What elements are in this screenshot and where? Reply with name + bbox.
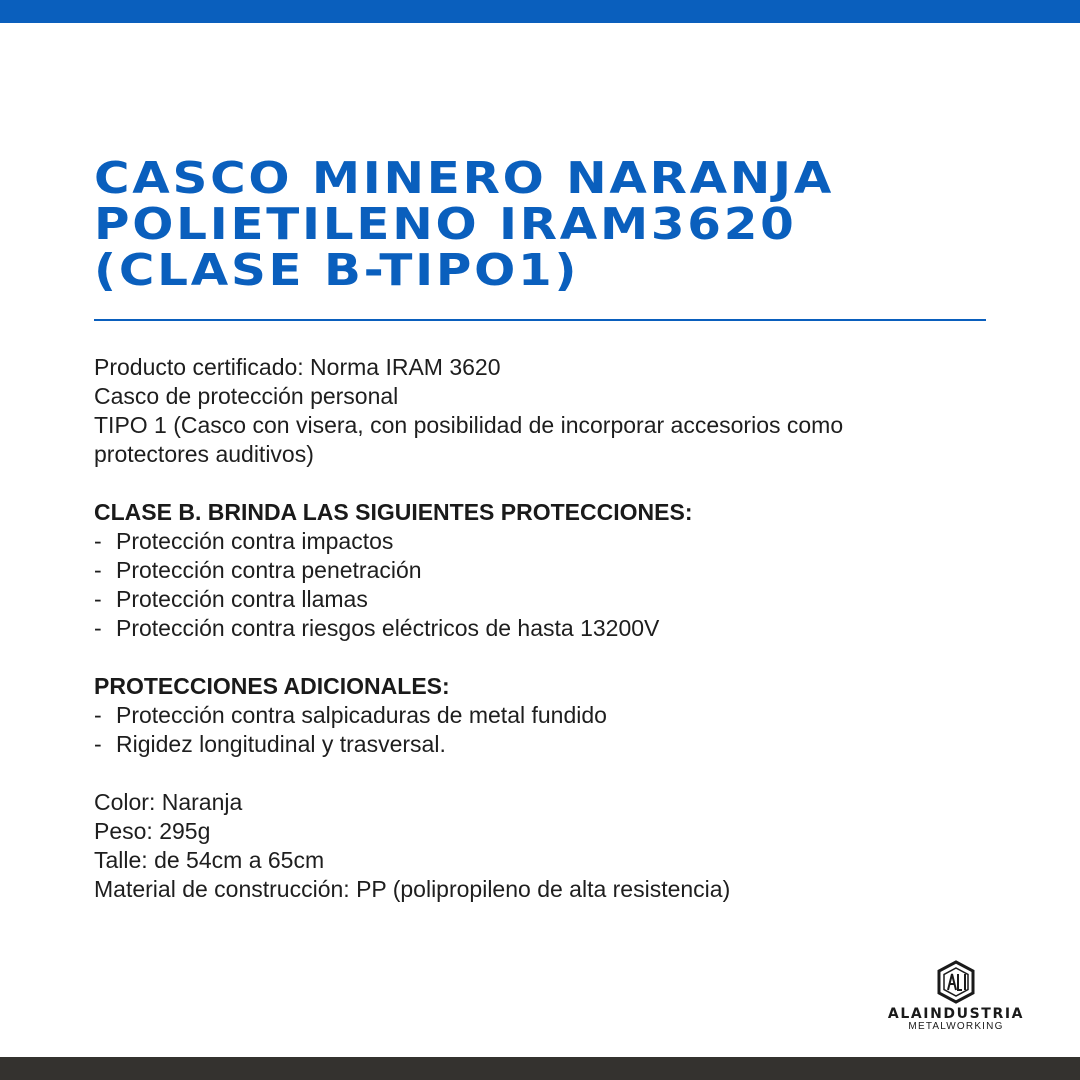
bullet-dash: - bbox=[94, 731, 102, 757]
specs-section bbox=[94, 788, 994, 904]
title-divider bbox=[94, 319, 986, 321]
logo-subtitle: METALWORKING bbox=[908, 1021, 1004, 1032]
product-description bbox=[94, 353, 994, 904]
bottom-footer-bar bbox=[0, 1057, 1080, 1080]
list-item-text: Protección contra impactos bbox=[116, 528, 394, 554]
list-item-text: Protección contra salpicaduras de metal fundido bbox=[116, 702, 607, 728]
title-line: CASCO MINERO NARANJA bbox=[94, 153, 835, 204]
list-item bbox=[94, 527, 994, 556]
class-b-section bbox=[94, 498, 994, 643]
spacer bbox=[94, 469, 994, 498]
additional-heading: PROTECCIONES ADICIONALES: bbox=[94, 673, 450, 699]
list-item bbox=[94, 556, 994, 585]
intro-section bbox=[94, 353, 994, 469]
spec-line: Material de construcción: PP (polipropileno de alta resistencia) bbox=[94, 876, 731, 902]
list-item-text: Protección contra riesgos eléctricos de hasta 13200V bbox=[116, 615, 660, 641]
title-line: POLIETILENO IRAM3620 bbox=[94, 199, 797, 250]
spec-line: Color: Naranja bbox=[94, 789, 243, 815]
list-item bbox=[94, 614, 994, 643]
bullet-dash: - bbox=[94, 557, 102, 583]
list-item-text: Rigidez longitudinal y trasversal. bbox=[116, 731, 446, 757]
bullet-dash: - bbox=[94, 615, 102, 641]
bullet-dash: - bbox=[94, 528, 102, 554]
bullet-dash: - bbox=[94, 702, 102, 728]
additional-section bbox=[94, 672, 994, 759]
list-item bbox=[94, 701, 994, 730]
logo-name: ALAINDUSTRIA bbox=[887, 1006, 1025, 1022]
top-accent-bar bbox=[0, 0, 1080, 23]
intro-line: protectores auditivos) bbox=[94, 441, 314, 467]
class-b-heading: CLASE B. BRINDA LAS SIGUIENTES PROTECCIONES: bbox=[94, 499, 693, 525]
intro-line: TIPO 1 (Casco con visera, con posibilidad de incorporar accesorios como bbox=[94, 412, 844, 438]
list-item-text: Protección contra penetración bbox=[116, 557, 422, 583]
alaindustria-shield-icon bbox=[936, 960, 976, 1004]
list-item bbox=[94, 585, 994, 614]
list-item-text: Protección contra llamas bbox=[116, 586, 368, 612]
spec-line: Peso: 295g bbox=[94, 818, 211, 844]
list-item bbox=[94, 730, 994, 759]
intro-line: Producto certificado: Norma IRAM 3620 bbox=[94, 354, 501, 380]
intro-line: Casco de protección personal bbox=[94, 383, 399, 409]
spacer bbox=[94, 643, 994, 672]
bullet-dash: - bbox=[94, 586, 102, 612]
title-line: (CLASE B-TIPO1) bbox=[94, 245, 580, 296]
brand-logo bbox=[866, 960, 1046, 1040]
spec-line: Talle: de 54cm a 65cm bbox=[94, 847, 325, 873]
product-title bbox=[94, 153, 994, 296]
spacer bbox=[94, 759, 994, 788]
